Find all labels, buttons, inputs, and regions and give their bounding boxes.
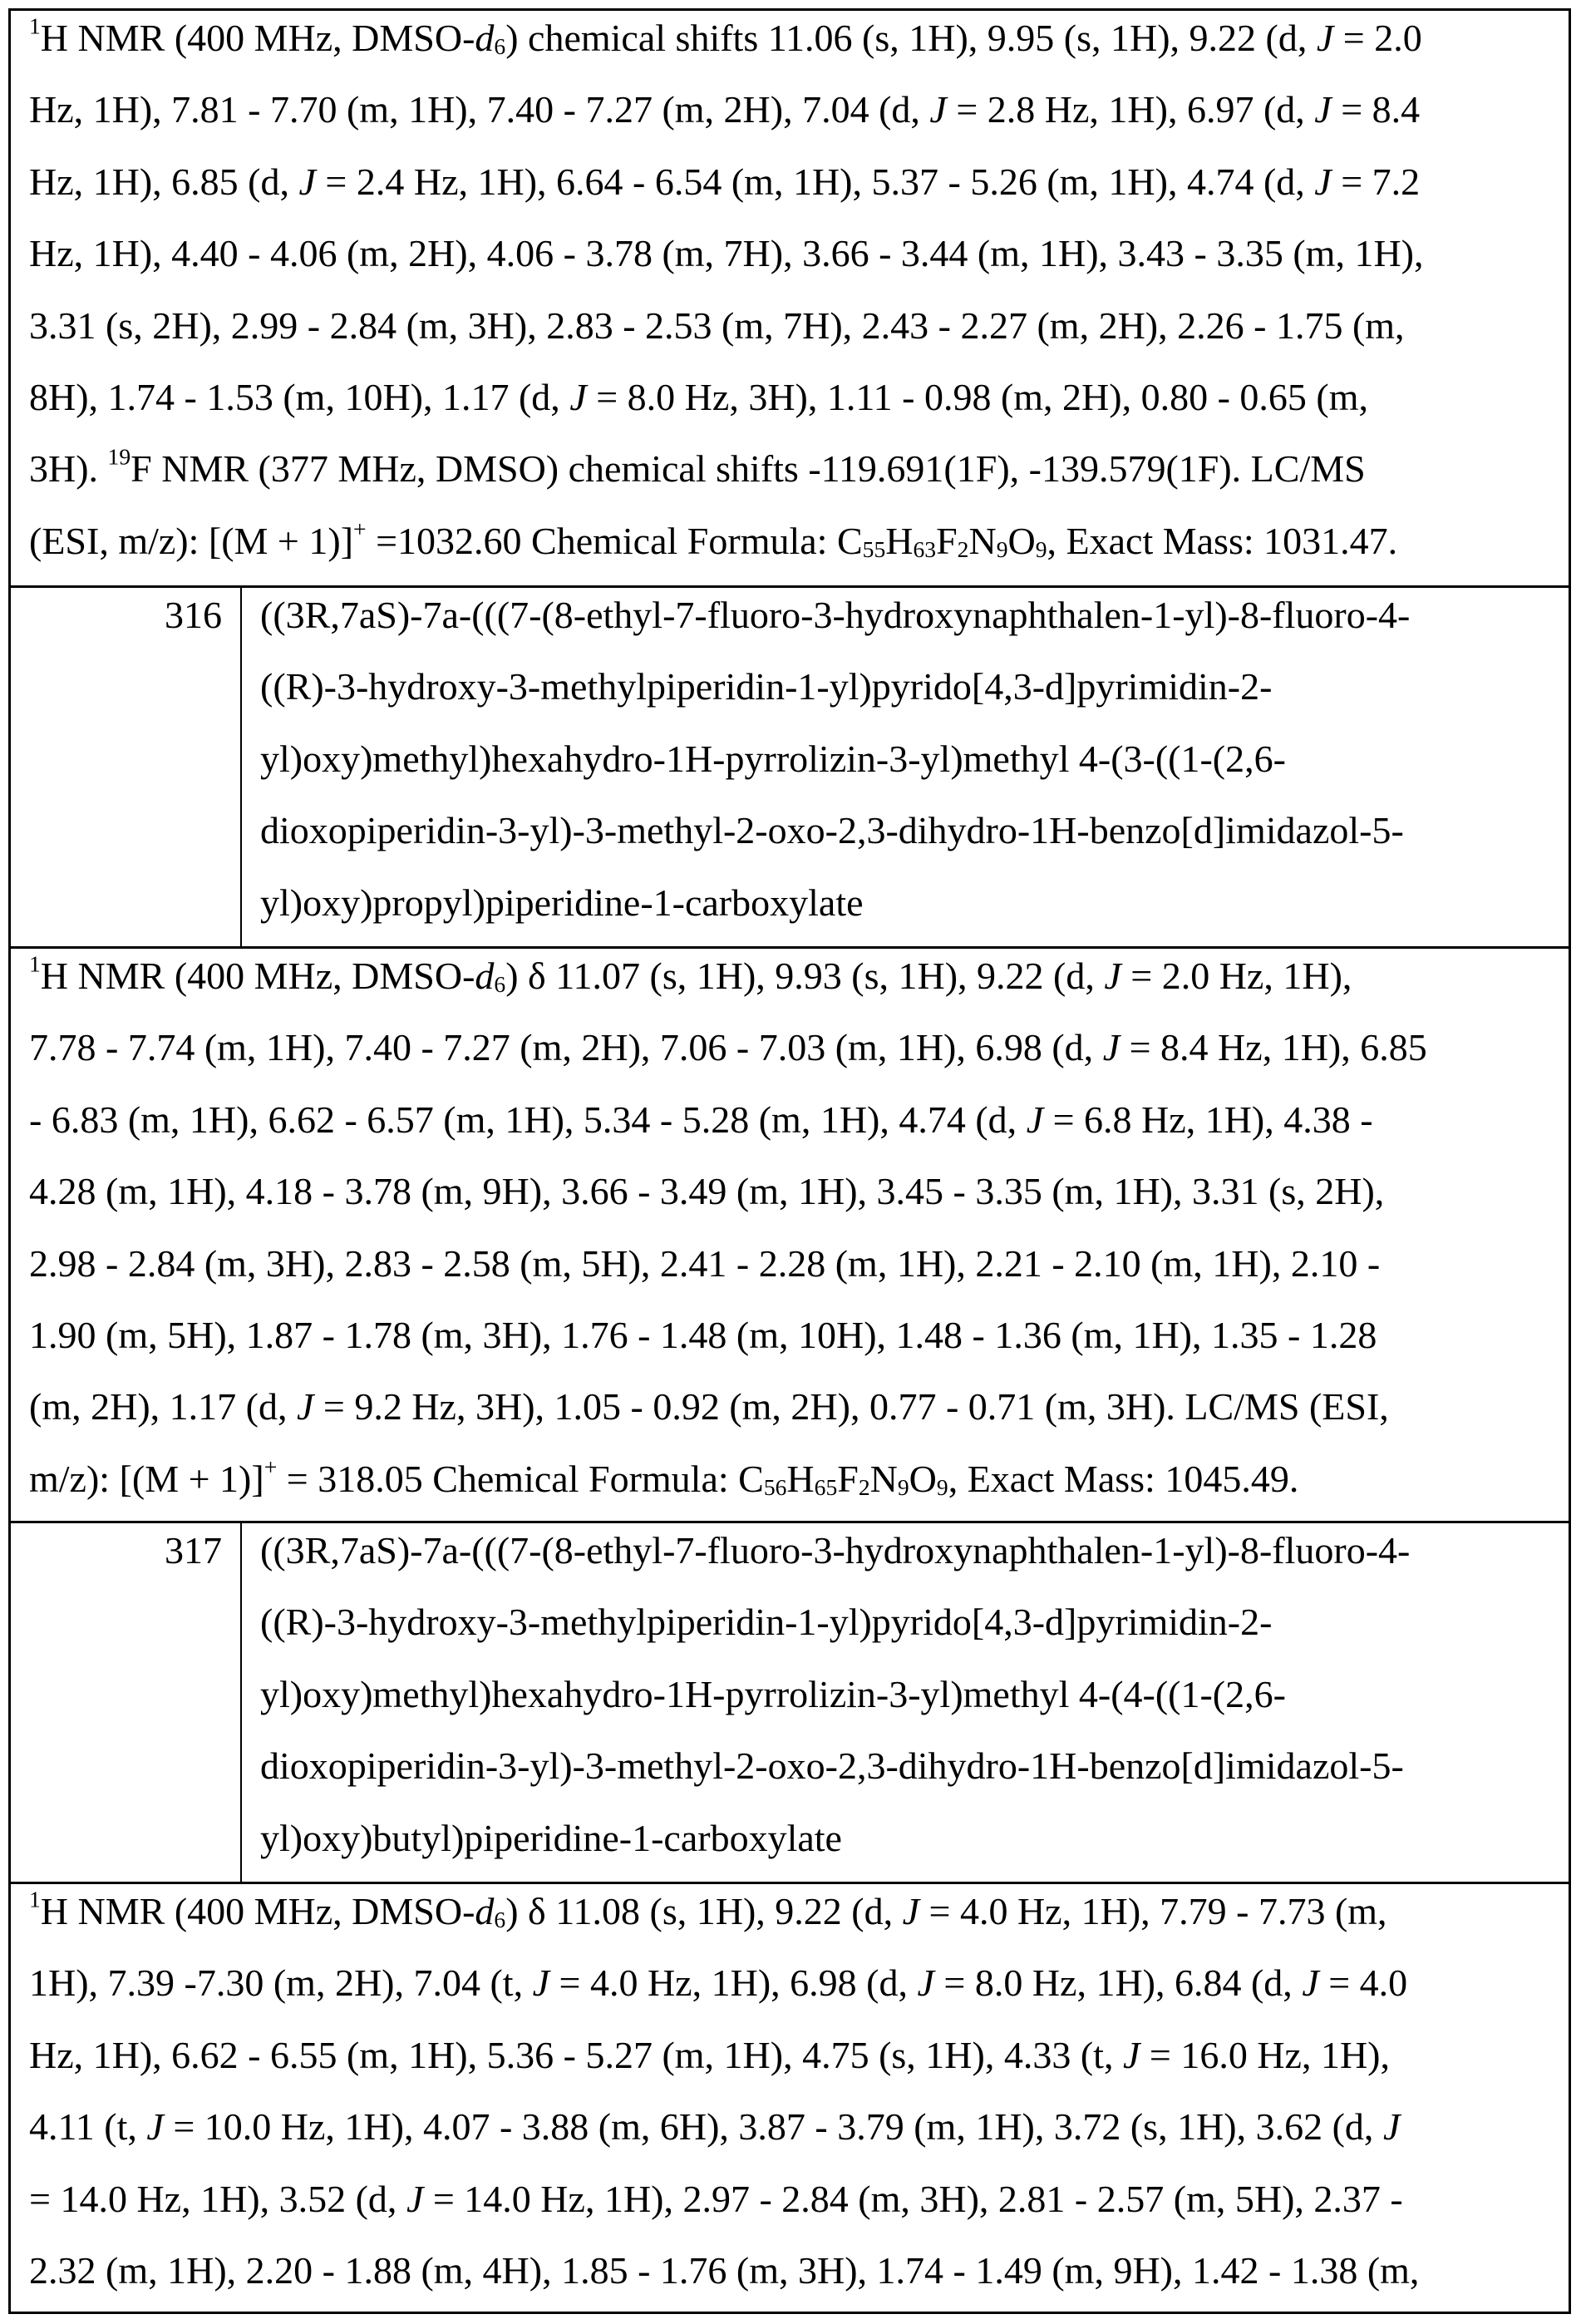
- compound-name-line: ((3R,7aS)-7a-(((7-(8-ethyl-7-fluoro-3-hydroxynaphthalen-1-yl)-8-fluoro-4-: [260, 1529, 1411, 1572]
- compound-number: 316: [165, 594, 222, 636]
- nmr-text-line: - 6.83 (m, 1H), 6.62 - 6.57 (m, 1H), 5.34 - 5.28 (m, 1H), 4.74 (d, J = 6.8 Hz, 1H), 4.38 -: [29, 1098, 1373, 1141]
- compound-name-line: ((R)-3-hydroxy-3-methylpiperidin-1-yl)pyrido[4,3-d]pyrimidin-2-: [260, 665, 1273, 708]
- compound-name-line: dioxopiperidin-3-yl)-3-methyl-2-oxo-2,3-dihydro-1H-benzo[d]imidazol-5-: [260, 1744, 1404, 1788]
- nmr-text-line: Hz, 1H), 4.40 - 4.06 (m, 2H), 4.06 - 3.78 (m, 7H), 3.66 - 3.44 (m, 1H), 3.43 - 3.35 (m, 1H),: [29, 232, 1424, 275]
- compound-data-table: [8, 8, 1571, 2314]
- compound-number: 317: [165, 1529, 222, 1572]
- compound-name-line: yl)oxy)methyl)hexahydro-1H-pyrrolizin-3-yl)methyl 4-(4-((1-(2,6-: [260, 1672, 1286, 1715]
- nmr-text-line: (ESI, m/z): [(M + 1)]+ =1032.60 Chemical Formula: $C_{55}H_{63}F_2N_9O_9$, Exact Mass: 1031.47.: [29, 516, 1398, 562]
- nmr-text-line: Hz, 1H), 6.62 - 6.55 (m, 1H), 5.36 - 5.27 (m, 1H), 4.75 (s, 1H), 4.33 (t, J = 16.0 Hz, 1H),: [29, 2033, 1390, 2076]
- nmr-text-line: 2.98 - 2.84 (m, 3H), 2.83 - 2.58 (m, 5H), 2.41 - 2.28 (m, 1H), 2.21 - 2.10 (m, 1H), 2.10 -: [29, 1241, 1381, 1285]
- nmr-text-line: 7.78 - 7.74 (m, 1H), 7.40 - 7.27 (m, 2H), 7.06 - 7.03 (m, 1H), 6.98 (d, J = 8.4 Hz, 1H), 6.85: [29, 1026, 1427, 1069]
- compound-name-line: yl)oxy)propyl)piperidine-1-carboxylate: [260, 881, 864, 924]
- compound-name-line: dioxopiperidin-3-yl)-3-methyl-2-oxo-2,3-dihydro-1H-benzo[d]imidazol-5-: [260, 809, 1404, 852]
- nmr-text-line: $^1$H NMR (400 MHz, DMSO-$d_6$) δ 11.07 (s, 1H), 9.93 (s, 1H), 9.22 (d, J = 2.0 Hz, 1H),: [29, 950, 1352, 998]
- nmr-text-line: m/z): [(M + 1)]+ = 318.05 Chemical Formula: $C_{56}H_{65}F_2N_9O_9$, Exact Mass: 1045.49.: [29, 1453, 1299, 1500]
- compound-row-317: [11, 1521, 1569, 1882]
- nmr-text-line: = 14.0 Hz, 1H), 3.52 (d, J = 14.0 Hz, 1H), 2.97 - 2.84 (m, 3H), 2.81 - 2.57 (m, 5H), 2.37 -: [29, 2177, 1403, 2220]
- nmr-text-line: 3.31 (s, 2H), 2.99 - 2.84 (m, 3H), 2.83 - 2.53 (m, 7H), 2.43 - 2.27 (m, 2H), 2.26 - 1.75 (m,: [29, 303, 1405, 347]
- nmr-data-row-316: [11, 946, 1569, 1521]
- nmr-text-line: 4.28 (m, 1H), 4.18 - 3.78 (m, 9H), 3.66 - 3.49 (m, 1H), 3.45 - 3.35 (m, 1H), 3.31 (s, 2H),: [29, 1170, 1385, 1213]
- compound-name-line: yl)oxy)butyl)piperidine-1-carboxylate: [260, 1816, 842, 1859]
- nmr-text-line: 4.11 (t, J = 10.0 Hz, 1H), 4.07 - 3.88 (m, 6H), 3.87 - 3.79 (m, 1H), 3.72 (s, 1H), 3.62 (d, J: [29, 2105, 1401, 2149]
- nmr-text-line: $^1$H NMR (400 MHz, DMSO-$d_6$) δ 11.08 (s, 1H), 9.22 (d, J = 4.0 Hz, 1H), 7.79 - 7.73 (m,: [29, 1886, 1387, 1933]
- nmr-data-row-317: [11, 1882, 1569, 2312]
- compound-name-line: yl)oxy)methyl)hexahydro-1H-pyrrolizin-3-yl)methyl 4-(3-((1-(2,6-: [260, 737, 1286, 780]
- nmr-text-line: (m, 2H), 1.17 (d, J = 9.2 Hz, 3H), 1.05 - 0.92 (m, 2H), 0.77 - 0.71 (m, 3H). LC/MS (ESI,: [29, 1385, 1389, 1428]
- compound-number-cell: [11, 1523, 242, 1882]
- nmr-text-line: 1H), 7.39 -7.30 (m, 2H), 7.04 (t, J = 4.0 Hz, 1H), 6.98 (d, J = 8.0 Hz, 1H), 6.84 (d, J = 4.0: [29, 1961, 1408, 2005]
- nmr-data-cell: [11, 11, 1569, 585]
- nmr-text-line: Hz, 1H), 7.81 - 7.70 (m, 1H), 7.40 - 7.27 (m, 2H), 7.04 (d, J = 2.8 Hz, 1H), 6.97 (d, J = 8.4: [29, 88, 1421, 131]
- compound-row-316: [11, 585, 1569, 946]
- nmr-data-row-315: [11, 11, 1569, 585]
- nmr-text-line: 8H), 1.74 - 1.53 (m, 10H), 1.17 (d, J = 8.0 Hz, 3H), 1.11 - 0.98 (m, 2H), 0.80 - 0.65 (m,: [29, 375, 1369, 418]
- compound-name-line: ((R)-3-hydroxy-3-methylpiperidin-1-yl)pyrido[4,3-d]pyrimidin-2-: [260, 1601, 1273, 1644]
- compound-number-cell: [11, 588, 242, 946]
- nmr-text-line: 1.90 (m, 5H), 1.87 - 1.78 (m, 3H), 1.76 - 1.48 (m, 10H), 1.48 - 1.36 (m, 1H), 1.35 - 1.28: [29, 1313, 1377, 1356]
- nmr-data-cell: [11, 949, 1569, 1523]
- nmr-text-line: $^1$H NMR (400 MHz, DMSO-$d_6$) chemical shifts 11.06 (s, 1H), 9.95 (s, 1H), 9.22 (d, J = 2.0: [29, 12, 1422, 60]
- compound-name-cell: [242, 588, 1569, 946]
- nmr-text-line: 3H). $^{19}$F NMR (377 MHz, DMSO) chemical shifts -119.691(1F), -139.579(1F). LC/MS: [29, 443, 1366, 491]
- nmr-data-cell: [11, 1884, 1569, 2315]
- compound-name-line: ((3R,7aS)-7a-(((7-(8-ethyl-7-fluoro-3-hydroxynaphthalen-1-yl)-8-fluoro-4-: [260, 594, 1411, 636]
- compound-name-cell: [242, 1523, 1569, 1882]
- nmr-text-line: 2.32 (m, 1H), 2.20 - 1.88 (m, 4H), 1.85 - 1.76 (m, 3H), 1.74 - 1.49 (m, 9H), 1.42 - 1.38 (m,: [29, 2248, 1420, 2292]
- nmr-text-line: Hz, 1H), 6.85 (d, J = 2.4 Hz, 1H), 6.64 - 6.54 (m, 1H), 5.37 - 5.26 (m, 1H), 4.74 (d, J = 7.2: [29, 160, 1421, 203]
